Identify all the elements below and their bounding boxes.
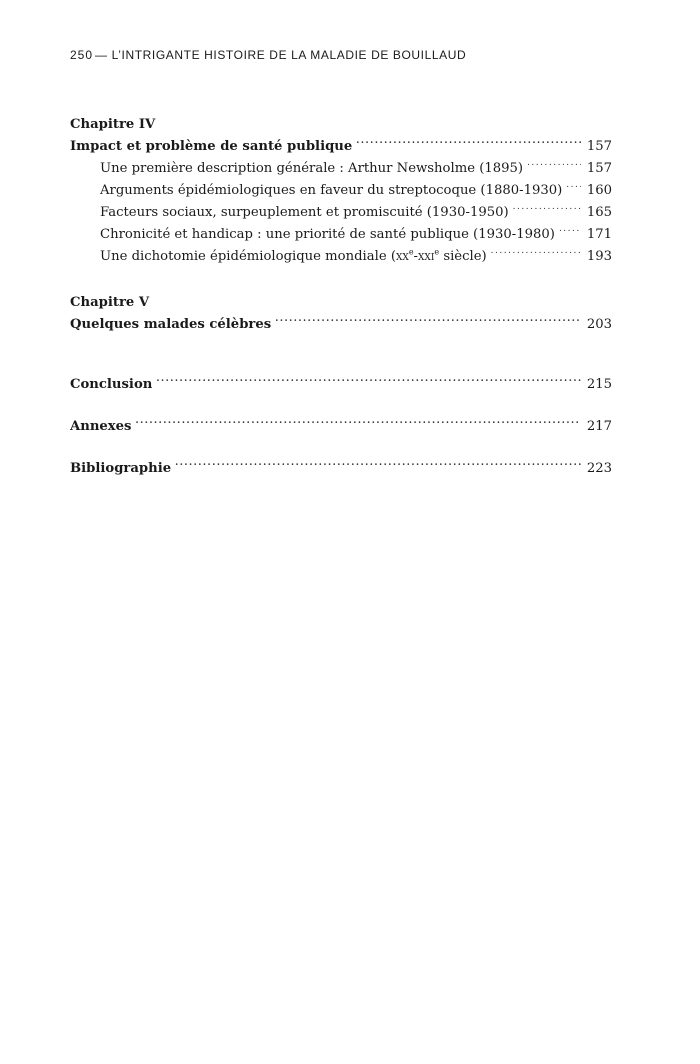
dot-leader bbox=[566, 181, 581, 194]
toc-entry-page: 223 bbox=[586, 461, 612, 476]
dot-leader bbox=[513, 203, 581, 216]
dot-leader bbox=[275, 315, 581, 328]
toc-entry-sub-4[interactable] bbox=[70, 224, 612, 246]
toc-entry-title: Annexes bbox=[70, 419, 132, 434]
toc-entry-sub-2[interactable] bbox=[70, 180, 612, 202]
header-dash: — bbox=[95, 48, 108, 62]
title-part: - bbox=[413, 249, 419, 264]
dot-leader bbox=[559, 225, 581, 238]
toc-entry-conclusion[interactable] bbox=[70, 374, 612, 396]
century-numeral: xxi bbox=[418, 249, 435, 264]
toc-entry-title: Arguments épidémiologiques en faveur du streptocoque (1880-1930) bbox=[100, 183, 563, 198]
toc-entry-page: 171 bbox=[586, 227, 612, 242]
running-head bbox=[70, 48, 466, 62]
dot-leader bbox=[156, 375, 581, 388]
toc-entry-title bbox=[100, 246, 487, 268]
dot-leader bbox=[491, 247, 581, 260]
toc-entry-title: Conclusion bbox=[70, 377, 153, 392]
chapter-4-label: Chapitre IV bbox=[70, 117, 156, 132]
title-part: siècle) bbox=[439, 249, 487, 264]
toc-entry-page: 203 bbox=[586, 317, 612, 332]
toc-entry-title: Chronicité et handicap : une priorité de santé publique (1930-1980) bbox=[100, 227, 555, 242]
toc-entry-page: 157 bbox=[586, 139, 612, 154]
toc-entry-title: Impact et problème de santé publique bbox=[70, 139, 353, 154]
page-number: 250 bbox=[70, 48, 94, 62]
toc-entry-chapter-5[interactable] bbox=[70, 314, 612, 336]
dot-leader bbox=[356, 137, 581, 150]
table-of-contents bbox=[70, 114, 612, 480]
toc-entry-page: 215 bbox=[586, 377, 612, 392]
dot-leader bbox=[175, 459, 581, 472]
dot-leader bbox=[527, 159, 581, 172]
toc-entry-page: 193 bbox=[586, 249, 612, 264]
running-title: L’INTRIGANTE HISTOIRE DE LA MALADIE DE BOUILLAUD bbox=[111, 48, 467, 62]
toc-entry-sub-3[interactable] bbox=[70, 202, 612, 224]
toc-entry-sub-1[interactable] bbox=[70, 158, 612, 180]
toc-entry-page: 157 bbox=[586, 161, 612, 176]
toc-entry-chapter-4[interactable] bbox=[70, 136, 612, 158]
toc-entry-title: Une première description générale : Arthur Newsholme (1895) bbox=[100, 161, 524, 176]
dot-leader bbox=[135, 417, 580, 430]
century-numeral: xx bbox=[395, 249, 409, 264]
toc-entry-page: 160 bbox=[586, 183, 612, 198]
toc-entry-title: Quelques malades célèbres bbox=[70, 317, 272, 332]
toc-entry-page: 217 bbox=[586, 419, 612, 434]
chapter-5-label: Chapitre V bbox=[70, 295, 150, 310]
toc-entry-annexes[interactable] bbox=[70, 416, 612, 438]
toc-entry-title: Bibliographie bbox=[70, 461, 172, 476]
toc-entry-title: Facteurs sociaux, surpeuplement et promiscuité (1930-1950) bbox=[100, 205, 509, 220]
toc-entry-sub-5[interactable] bbox=[70, 246, 612, 268]
superscript: e bbox=[408, 247, 414, 257]
toc-entry-page: 165 bbox=[586, 205, 612, 220]
toc-entry-bibliographie[interactable] bbox=[70, 458, 612, 480]
superscript: e bbox=[434, 247, 440, 257]
title-part: Une dichotomie épidémiologique mondiale ( bbox=[100, 249, 396, 264]
